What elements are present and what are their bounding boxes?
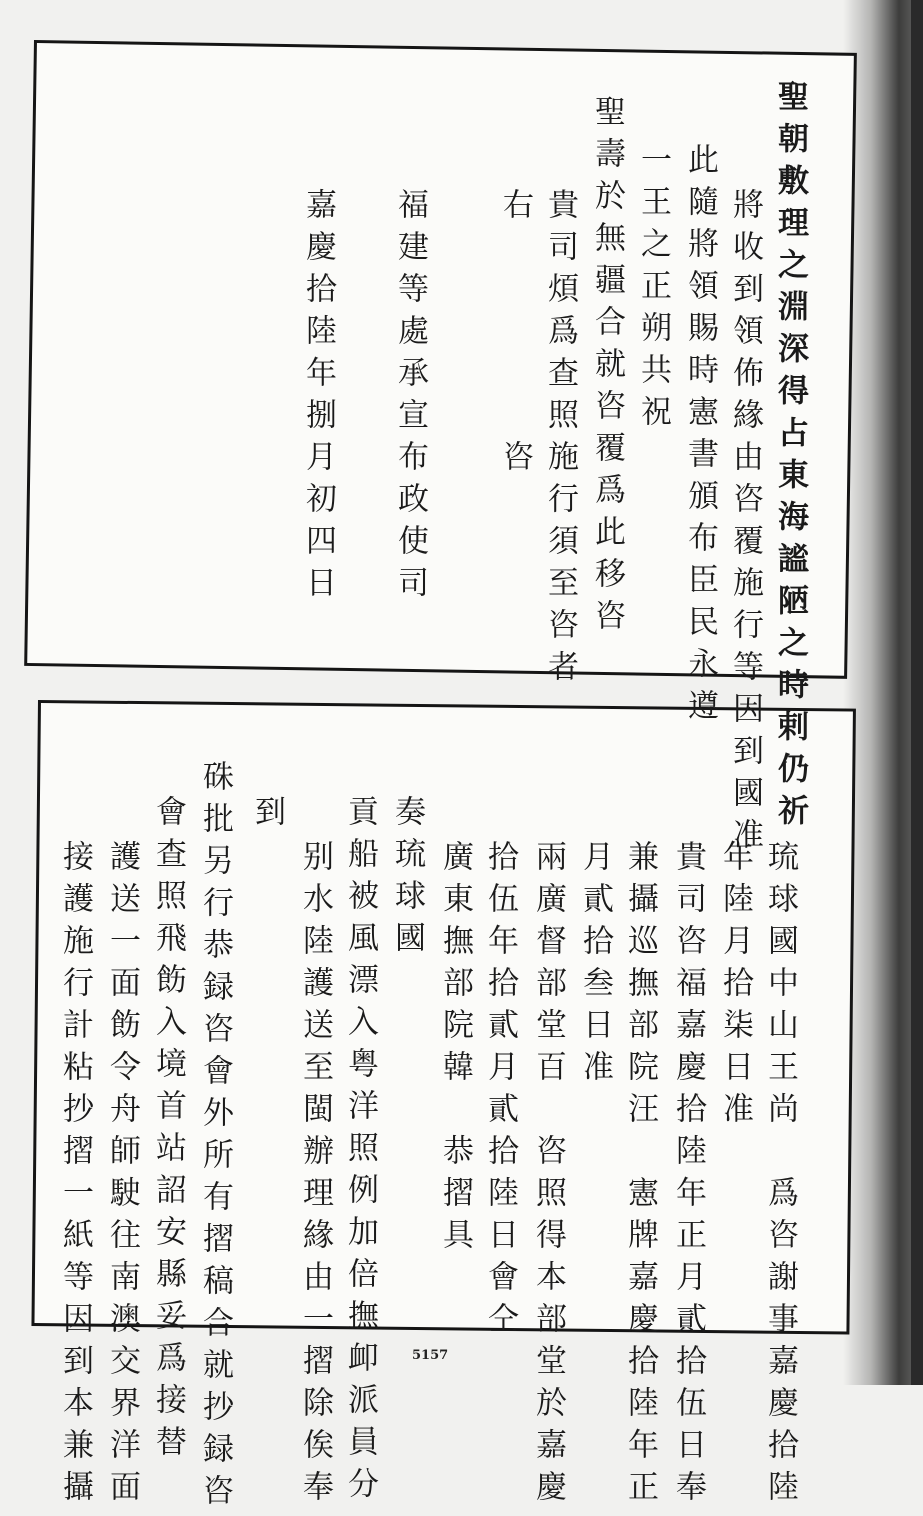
top_panel-column: 福建等處承宣布政使司 (392, 188, 428, 608)
bottom_panel-column: 會查照飛飭入境首站詔安縣妥爲接替 (150, 795, 186, 1467)
top_panel-column: 聖壽於無疆合就咨覆爲此移咨 (589, 95, 625, 641)
bottom_panel-column: 别水陸護送至閩辦理緣由一摺除俟奉 (297, 840, 333, 1512)
top_panel-column: 嘉慶拾陸年捌月初四日 (300, 188, 336, 608)
bottom_panel-column: 貢船被風漂入粤洋照例加倍撫卹派員分 (342, 795, 378, 1509)
bottom_panel-column: 兩廣督部堂百 咨照得本部堂於嘉慶 (530, 840, 566, 1512)
bottom_panel-column: 到 (249, 795, 285, 837)
top_panel-column: 咨 (497, 440, 533, 482)
bottom_panel-column: 硃批另行恭録咨會外所有摺稿合就抄録咨 (197, 760, 233, 1516)
top_panel-column: 此隨將領賜時憲書頒布臣民永遵 (682, 143, 718, 731)
bottom_panel-column: 兼攝巡撫部院汪 憲牌嘉慶拾陸年正 (622, 840, 658, 1512)
top_panel-column: 右 (497, 188, 533, 230)
bottom_panel-column: 貴司咨福嘉慶拾陸年正月貳拾伍日奉 (670, 840, 706, 1512)
bottom_panel-column: 護送一面飭令舟師駛往南澳交界洋面 (104, 840, 140, 1512)
bottom_panel-column: 琉球國中山王尚 爲咨謝事嘉慶拾陸 (762, 840, 798, 1512)
next-page-edge (911, 0, 923, 1385)
bottom_panel-column: 接護施行計粘抄摺一紙等因到本兼攝 (57, 840, 93, 1512)
top_panel-column: 將收到領佈緣由咨覆施行等因到國准 (727, 188, 763, 860)
bottom_panel-column: 奏琉球國 (389, 795, 425, 963)
top_panel-column: 聖朝敷理之淵深得占東海謐陋之時剌仍祈 (772, 80, 808, 836)
bottom_panel-column: 廣東撫部院韓 恭摺具 (437, 840, 473, 1260)
bottom_panel-column: 拾伍年拾貳月貳拾陸日會仝 (482, 840, 518, 1344)
top_panel-column: 貴司煩爲查照施行須至咨者 (542, 188, 578, 692)
page-number: 5157 (412, 1348, 449, 1363)
top_panel-column: 一王之正朔共祝 (635, 143, 671, 437)
bottom_panel-column: 年陸月拾柒日准 (717, 840, 753, 1134)
bottom_panel-column: 月貳拾叁日准 (577, 840, 613, 1092)
